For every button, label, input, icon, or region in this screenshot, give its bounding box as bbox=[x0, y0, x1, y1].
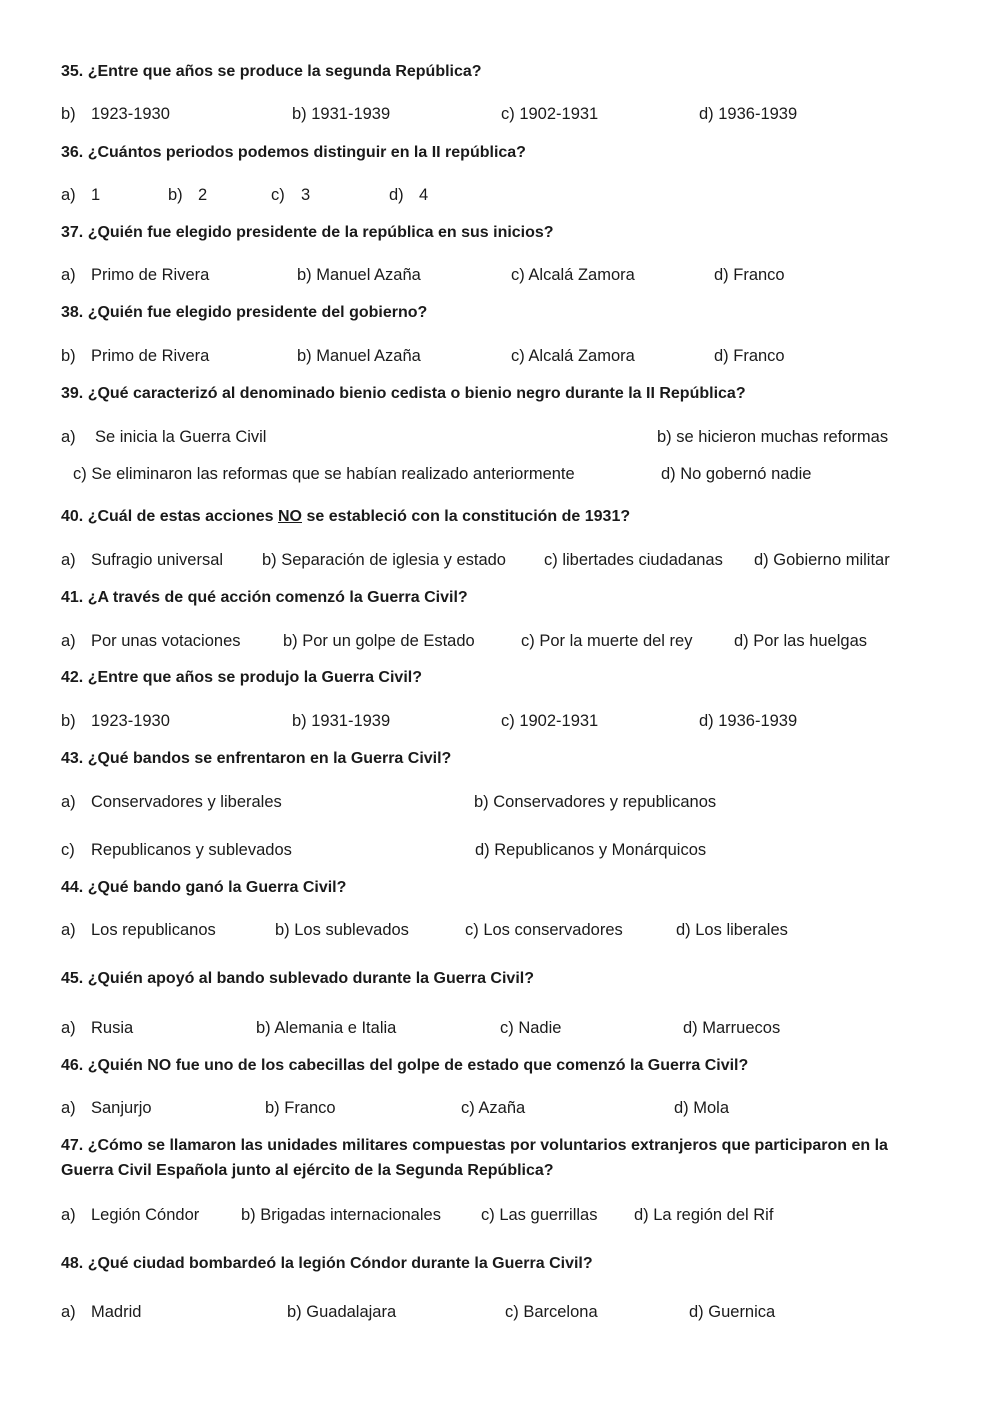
question-41: 41. ¿A través de qué acción comenzó la Guerra Civil? bbox=[61, 589, 468, 606]
question-43: 43. ¿Qué bandos se enfrentaron en la Guerra Civil? bbox=[61, 750, 452, 767]
option-36-d[interactable]: d) 4 bbox=[389, 186, 429, 204]
option-36-c[interactable]: c) 3 bbox=[271, 186, 311, 204]
option-47-b[interactable]: b) Brigadas internacionales bbox=[241, 1206, 441, 1224]
option-47-d[interactable]: d) La región del Rif bbox=[634, 1206, 774, 1224]
option-47-a[interactable]: a) Legión Cóndor bbox=[61, 1206, 200, 1224]
option-44-d[interactable]: d) Los liberales bbox=[676, 921, 788, 939]
option-35-c[interactable]: c) 1902-1931 bbox=[501, 105, 599, 123]
option-42-b[interactable]: b) 1931-1939 bbox=[292, 712, 391, 730]
question-47: 47. ¿Cómo se llamaron las unidades militares compuestas por voluntarios extranjeros que participaron en la bbox=[61, 1137, 888, 1154]
option-43-a[interactable]: a) Conservadores y liberales bbox=[61, 793, 282, 811]
option-42-d[interactable]: d) 1936-1939 bbox=[699, 712, 798, 730]
option-40-d[interactable]: d) Gobierno militar bbox=[754, 551, 890, 569]
option-37-c[interactable]: c) Alcalá Zamora bbox=[511, 266, 635, 284]
option-41-b[interactable]: b) Por un golpe de Estado bbox=[283, 632, 475, 650]
option-42-c[interactable]: c) 1902-1931 bbox=[501, 712, 599, 730]
option-48-b[interactable]: b) Guadalajara bbox=[287, 1303, 397, 1321]
option-40-b[interactable]: b) Separación de iglesia y estado bbox=[262, 551, 506, 569]
question-47-line-2: Guerra Civil Española junto al ejército de la Segunda República? bbox=[61, 1162, 554, 1179]
question-42: 42. ¿Entre que años se produjo la Guerra Civil? bbox=[61, 669, 422, 686]
option-40-a[interactable]: a) Sufragio universal bbox=[61, 551, 224, 569]
option-39-a[interactable]: a) Se inicia la Guerra Civil bbox=[61, 428, 267, 446]
option-35-a[interactable]: b) 1923-1930 bbox=[61, 105, 170, 123]
option-46-a[interactable]: a) Sanjurjo bbox=[61, 1099, 152, 1117]
option-44-b[interactable]: b) Los sublevados bbox=[275, 921, 409, 939]
question-36: 36. ¿Cuántos periodos podemos distinguir en la II república? bbox=[61, 144, 526, 161]
question-35: 35. ¿Entre que años se produce la segunda República? bbox=[61, 63, 482, 80]
option-38-c[interactable]: c) Alcalá Zamora bbox=[511, 347, 635, 365]
option-40-c[interactable]: c) libertades ciudadanas bbox=[544, 551, 723, 569]
option-41-d[interactable]: d) Por las huelgas bbox=[734, 632, 867, 650]
question-39: 39. ¿Qué caracterizó al denominado bienio cedista o bienio negro durante la II República? bbox=[61, 385, 746, 402]
option-39-c[interactable]: c) Se eliminaron las reformas que se habían realizado anteriormente bbox=[73, 465, 575, 483]
option-41-a[interactable]: a) Por unas votaciones bbox=[61, 632, 241, 650]
option-44-a[interactable]: a) Los republicanos bbox=[61, 921, 216, 939]
option-43-b[interactable]: b) Conservadores y republicanos bbox=[474, 793, 717, 811]
option-46-d[interactable]: d) Mola bbox=[674, 1099, 730, 1117]
option-37-d[interactable]: d) Franco bbox=[714, 266, 785, 284]
option-41-c[interactable]: c) Por la muerte del rey bbox=[521, 632, 693, 650]
question-48: 48. ¿Qué ciudad bombardeó la legión Cóndor durante la Guerra Civil? bbox=[61, 1255, 593, 1272]
underlined-no: NO bbox=[278, 508, 302, 525]
option-38-d[interactable]: d) Franco bbox=[714, 347, 785, 365]
question-46: 46. ¿Quién NO fue uno de los cabecillas del golpe de estado que comenzó la Guerra Civil? bbox=[61, 1057, 749, 1074]
option-39-d[interactable]: d) No gobernó nadie bbox=[661, 465, 812, 483]
option-45-c[interactable]: c) Nadie bbox=[500, 1019, 562, 1037]
option-46-c[interactable]: c) Azaña bbox=[461, 1099, 526, 1117]
option-43-d[interactable]: d) Republicanos y Monárquicos bbox=[475, 841, 707, 859]
option-37-b[interactable]: b) Manuel Azaña bbox=[297, 266, 421, 284]
question-45: 45. ¿Quién apoyó al bando sublevado durante la Guerra Civil? bbox=[61, 970, 534, 987]
question-40: 40. ¿Cuál de estas acciones NO se estableció con la constitución de 1931? bbox=[61, 508, 631, 525]
option-36-b[interactable]: b) 2 bbox=[168, 186, 208, 204]
option-47-c[interactable]: c) Las guerrillas bbox=[481, 1206, 598, 1224]
option-37-a[interactable]: a) Primo de Rivera bbox=[61, 266, 210, 284]
option-46-b[interactable]: b) Franco bbox=[265, 1099, 336, 1117]
option-48-d[interactable]: d) Guernica bbox=[689, 1303, 776, 1321]
option-43-c[interactable]: c) Republicanos y sublevados bbox=[61, 841, 292, 859]
question-37: 37. ¿Quién fue elegido presidente de la república en sus inicios? bbox=[61, 224, 554, 241]
option-38-a[interactable]: b) Primo de Rivera bbox=[61, 347, 210, 365]
option-45-a[interactable]: a) Rusia bbox=[61, 1019, 134, 1037]
option-45-d[interactable]: d) Marruecos bbox=[683, 1019, 781, 1037]
option-35-b[interactable]: b) 1931-1939 bbox=[292, 105, 391, 123]
option-35-d[interactable]: d) 1936-1939 bbox=[699, 105, 798, 123]
question-38: 38. ¿Quién fue elegido presidente del gobierno? bbox=[61, 304, 428, 321]
option-48-a[interactable]: a) Madrid bbox=[61, 1303, 142, 1321]
option-44-c[interactable]: c) Los conservadores bbox=[465, 921, 623, 939]
option-38-b[interactable]: b) Manuel Azaña bbox=[297, 347, 421, 365]
option-36-a[interactable]: a) 1 bbox=[61, 186, 101, 204]
option-39-b[interactable]: b) se hicieron muchas reformas bbox=[657, 428, 889, 446]
option-45-b[interactable]: b) Alemania e Italia bbox=[256, 1019, 397, 1037]
option-48-c[interactable]: c) Barcelona bbox=[505, 1303, 598, 1321]
question-44: 44. ¿Qué bando ganó la Guerra Civil? bbox=[61, 879, 347, 896]
option-42-a[interactable]: b) 1923-1930 bbox=[61, 712, 170, 730]
